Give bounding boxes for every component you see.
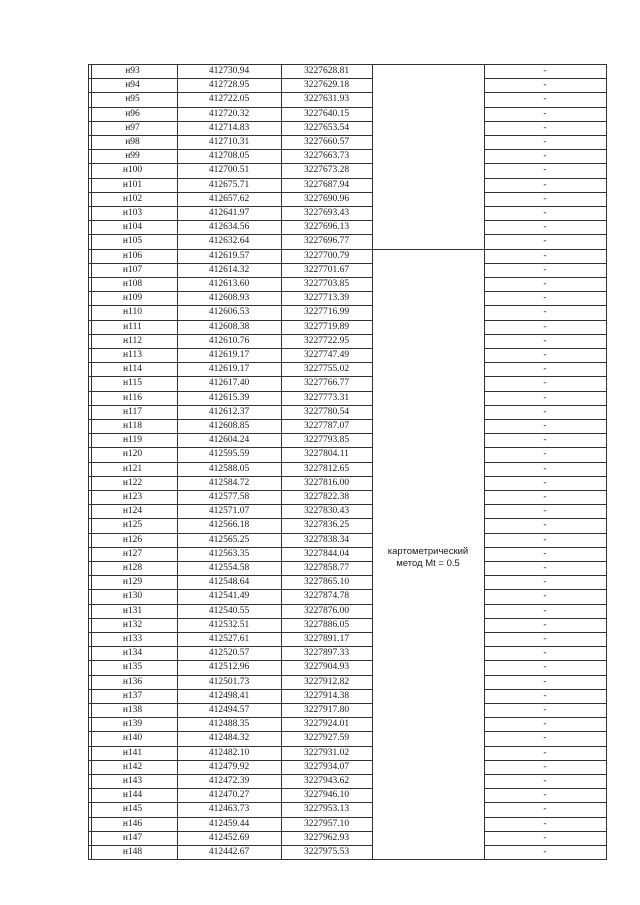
table-cell-d: - [543, 677, 547, 687]
table-cell-d: - [543, 293, 547, 303]
table-cell-x: 412730.94 [208, 66, 250, 76]
table-hline [88, 859, 607, 860]
table-cell-y: 3227917.80 [303, 705, 350, 715]
table-cell-id: н124 [122, 506, 143, 516]
table-cell-y: 3227766.77 [303, 378, 350, 388]
table-cell-id: н138 [122, 705, 143, 715]
table-cell-y: 3227722.95 [303, 336, 350, 346]
table-cell-y: 3227780.54 [303, 407, 350, 417]
table-cell-x: 412488.35 [208, 719, 250, 729]
table-cell-x: 412617.40 [208, 378, 250, 388]
table-cell-id: н118 [123, 421, 142, 431]
table-cell-y: 3227953.13 [303, 804, 350, 814]
table-cell-x: 412619.57 [208, 251, 250, 261]
table-cell-id: н106 [122, 251, 143, 261]
table-cell-d: - [543, 705, 547, 715]
table-cell-d: - [543, 776, 547, 786]
table-cell-id: н145 [122, 804, 143, 814]
table-cell-id: н122 [122, 478, 143, 488]
table-cell-d: - [543, 833, 547, 843]
table-cell-y: 3227653.54 [303, 123, 350, 133]
table-cell-x: 412632.64 [208, 236, 250, 246]
table-cell-x: 412619.17 [208, 350, 250, 360]
table-cell-id: н128 [122, 563, 143, 573]
table-cell-y: 3227962.93 [303, 833, 350, 843]
table-cell-y: 3227696.77 [303, 236, 350, 246]
table-cell-y: 3227701.67 [303, 265, 350, 275]
table-cell-d: - [543, 648, 547, 658]
table-cell-y: 3227640.15 [303, 109, 350, 119]
table-cell-id: н129 [122, 577, 143, 587]
table-cell-y: 3227844.04 [303, 549, 350, 559]
table-cell-d: - [543, 364, 547, 374]
table-cell-id: н119 [123, 435, 142, 445]
table-cell-x: 412501.73 [208, 677, 250, 687]
table-cell-id: н107 [122, 265, 143, 275]
table-cell-x: 412700.51 [208, 165, 250, 175]
table-cell-d: - [543, 279, 547, 289]
method-line-1: картометрический [387, 546, 469, 557]
table-cell-d: - [543, 251, 547, 261]
table-cell-y: 3227719.89 [303, 322, 350, 332]
table-cell-id: н99 [125, 151, 140, 161]
table-cell-id: н142 [122, 762, 143, 772]
table-cell-x: 412527.61 [208, 634, 250, 644]
table-cell-y: 3227687.94 [303, 180, 350, 190]
table-cell-x: 412565.25 [208, 535, 250, 545]
table-cell-id: н97 [125, 123, 140, 133]
table-cell-x: 412532.51 [208, 620, 250, 630]
table-cell-y: 3227927.59 [303, 733, 350, 743]
table-cell-id: н135 [122, 662, 143, 672]
table-cell-x: 412482.10 [208, 748, 250, 758]
table-cell-id: н102 [122, 194, 143, 204]
table-cell-x: 412634.56 [208, 222, 250, 232]
table-cell-x: 412641.97 [208, 208, 250, 218]
table-cell-d: - [543, 847, 547, 857]
table-cell-id: н127 [122, 549, 143, 559]
table-cell-x: 412459.44 [208, 819, 250, 829]
table-cell-x: 412619.17 [208, 364, 250, 374]
table-cell-y: 3227822.38 [303, 492, 350, 502]
table-cell-id: н136 [122, 677, 143, 687]
table-cell-id: н103 [122, 208, 143, 218]
table-cell-id: н134 [122, 648, 143, 658]
table-cell-y: 3227629.18 [303, 80, 350, 90]
table-cell-id: н98 [125, 137, 140, 147]
table-cell-id: н111 [123, 322, 142, 332]
table-cell-x: 412608.38 [208, 322, 250, 332]
table-cell-d: - [543, 109, 547, 119]
table-cell-y: 3227713.39 [303, 293, 350, 303]
table-cell-id: н125 [122, 520, 143, 530]
table-cell-id: н112 [123, 336, 142, 346]
table-cell-y: 3227957.10 [303, 819, 350, 829]
table-cell-id: н133 [122, 634, 143, 644]
table-cell-d: - [543, 307, 547, 317]
table-cell-d: - [543, 506, 547, 516]
table-cell-x: 412512.96 [208, 662, 250, 672]
table-cell-id: н139 [122, 719, 143, 729]
table-cell-y: 3227804.11 [304, 449, 349, 459]
table-cell-id: н113 [123, 350, 142, 360]
table-cell-id: н126 [122, 535, 143, 545]
table-cell-d: - [543, 393, 547, 403]
method-line-2: метод Mt = 0.5 [396, 558, 460, 569]
table-cell-y: 3227891.17 [303, 634, 350, 644]
table-cell-y: 3227716.99 [303, 307, 350, 317]
table-cell-d: - [543, 804, 547, 814]
table-cell-x: 412610.76 [208, 336, 250, 346]
table-cell-y: 3227943.62 [303, 776, 350, 786]
table-cell-y: 3227914.38 [303, 691, 350, 701]
table-cell-x: 412588.05 [208, 464, 250, 474]
table-cell-id: н143 [122, 776, 143, 786]
table-cell-d: - [543, 151, 547, 161]
method-note [372, 546, 484, 570]
table-cell-y: 3227700.79 [303, 251, 350, 261]
table-cell-x: 412708.05 [208, 151, 250, 161]
table-cell-d: - [543, 336, 547, 346]
table-cell-y: 3227628.81 [303, 66, 350, 76]
table-cell-x: 412520.57 [208, 648, 250, 658]
table-cell-x: 412463.73 [208, 804, 250, 814]
table-cell-x: 412714.83 [208, 123, 250, 133]
table-cell-x: 412720.32 [208, 109, 250, 119]
table-cell-y: 3227747.49 [303, 350, 350, 360]
table-cell-y: 3227673.28 [303, 165, 350, 175]
table-cell-d: - [543, 222, 547, 232]
table-cell-x: 412442.67 [208, 847, 250, 857]
table-cell-x: 412470.27 [208, 790, 250, 800]
table-cell-y: 3227660.57 [303, 137, 350, 147]
table-cell-x: 412548.64 [208, 577, 250, 587]
table-cell-d: - [543, 194, 547, 204]
table-cell-y: 3227816.00 [303, 478, 350, 488]
table-cell-d: - [543, 435, 547, 445]
table-cell-x: 412452.69 [208, 833, 250, 843]
table-cell-x: 412675.71 [208, 180, 250, 190]
table-cell-id: н115 [123, 378, 142, 388]
table-cell-d: - [543, 478, 547, 488]
table-cell-x: 412613.60 [208, 279, 250, 289]
table-cell-x: 412615.39 [208, 393, 250, 403]
table-cell-d: - [543, 691, 547, 701]
table-cell-x: 412563.35 [208, 549, 250, 559]
table-cell-d: - [543, 449, 547, 459]
table-cell-y: 3227631.93 [303, 94, 350, 104]
table-cell-x: 412604.24 [208, 435, 250, 445]
table-cell-d: - [543, 265, 547, 275]
table-cell-id: н144 [122, 790, 143, 800]
table-cell-y: 3227793.85 [303, 435, 350, 445]
table-cell-d: - [543, 322, 547, 332]
table-cell-id: н100 [122, 165, 143, 175]
table-cell-x: 412608.93 [208, 293, 250, 303]
table-cell-id: н117 [123, 407, 142, 417]
table-cell-x: 412710.31 [208, 137, 250, 147]
table-cell-y: 3227690.96 [303, 194, 350, 204]
table-cell-d: - [543, 606, 547, 616]
table-cell-y: 3227886.05 [303, 620, 350, 630]
table-cell-id: н141 [122, 748, 143, 758]
table-cell-id: н116 [123, 393, 142, 403]
table-cell-x: 412722.05 [208, 94, 250, 104]
table-cell-d: - [543, 549, 547, 559]
coordinates-table [88, 64, 608, 859]
table-cell-y: 3227830.43 [303, 506, 350, 516]
table-cell-d: - [543, 819, 547, 829]
table-cell-x: 412595.59 [208, 449, 250, 459]
table-cell-id: н148 [122, 847, 143, 857]
table-cell-id: н140 [122, 733, 143, 743]
table-cell-y: 3227931.02 [303, 748, 350, 758]
table-cell-y: 3227934.07 [303, 762, 350, 772]
table-cell-id: н93 [125, 66, 140, 76]
table-cell-y: 3227876.00 [303, 606, 350, 616]
table-cell-id: н104 [122, 222, 143, 232]
table-cell-x: 412498.41 [208, 691, 250, 701]
table-cell-d: - [543, 66, 547, 76]
table-cell-y: 3227836.25 [303, 520, 350, 530]
table-cell-x: 412484.32 [208, 733, 250, 743]
table-cell-y: 3227975.53 [303, 847, 350, 857]
table-cell-y: 3227912.82 [303, 677, 350, 687]
table-cell-id: н110 [123, 307, 142, 317]
table-cell-y: 3227703.85 [303, 279, 350, 289]
table-cell-x: 412566.18 [208, 520, 250, 530]
table-cell-d: - [543, 137, 547, 147]
table-cell-id: н137 [122, 691, 143, 701]
table-cell-y: 3227865.10 [303, 577, 350, 587]
table-cell-id: н96 [125, 109, 140, 119]
table-cell-d: - [543, 790, 547, 800]
table-cell-d: - [543, 563, 547, 573]
table-cell-id: н132 [122, 620, 143, 630]
table-cell-y: 3227924.01 [303, 719, 350, 729]
table-cell-id: н120 [122, 449, 143, 459]
table-cell-d: - [543, 535, 547, 545]
table-cell-d: - [543, 634, 547, 644]
table-cell-y: 3227773.31 [303, 393, 350, 403]
table-cell-id: н95 [125, 94, 140, 104]
table-cell-y: 3227787.07 [303, 421, 350, 431]
table-cell-x: 412728.95 [208, 80, 250, 90]
table-cell-x: 412494.57 [208, 705, 250, 715]
table-cell-y: 3227838.34 [303, 535, 350, 545]
table-cell-d: - [543, 520, 547, 530]
table-cell-d: - [543, 762, 547, 772]
table-cell-d: - [543, 165, 547, 175]
table-cell-id: н147 [122, 833, 143, 843]
table-cell-id: н121 [122, 464, 143, 474]
table-cell-x: 412540.55 [208, 606, 250, 616]
table-cell-d: - [543, 662, 547, 672]
table-cell-y: 3227946.10 [303, 790, 350, 800]
table-cell-d: - [543, 591, 547, 601]
table-cell-d: - [543, 620, 547, 630]
table-cell-x: 412571.07 [208, 506, 250, 516]
table-cell-x: 412554.58 [208, 563, 250, 573]
table-cell-x: 412612.37 [208, 407, 250, 417]
table-cell-d: - [543, 407, 547, 417]
table-cell-id: н146 [122, 819, 143, 829]
table-cell-d: - [543, 492, 547, 502]
table-cell-id: н114 [123, 364, 142, 374]
table-cell-id: н109 [122, 293, 143, 303]
table-cell-x: 412472.39 [208, 776, 250, 786]
table-cell-id: н131 [122, 606, 143, 616]
table-cell-y: 3227755.02 [303, 364, 350, 374]
table-cell-y: 3227897.33 [303, 648, 350, 658]
table-cell-x: 412657.62 [208, 194, 250, 204]
table-cell-d: - [543, 748, 547, 758]
table-cell-y: 3227696.13 [303, 222, 350, 232]
table-cell-y: 3227904.93 [303, 662, 350, 672]
table-cell-x: 412614.32 [208, 265, 250, 275]
table-cell-d: - [543, 577, 547, 587]
table-cell-x: 412577.58 [208, 492, 250, 502]
table-cell-d: - [543, 350, 547, 360]
table-cell-d: - [543, 464, 547, 474]
table-cell-id: н123 [122, 492, 143, 502]
table-cell-y: 3227812.65 [303, 464, 350, 474]
table-cell-y: 3227663.73 [303, 151, 350, 161]
table-cell-id: н101 [122, 180, 143, 190]
table-cell-y: 3227693.43 [303, 208, 350, 218]
table-cell-id: н105 [122, 236, 143, 246]
table-cell-d: - [543, 123, 547, 133]
table-cell-d: - [543, 94, 547, 104]
table-cell-x: 412606.53 [208, 307, 250, 317]
table-cell-x: 412479.92 [208, 762, 250, 772]
table-cell-x: 412584.72 [208, 478, 250, 488]
table-cell-d: - [543, 719, 547, 729]
table-cell-x: 412541.49 [208, 591, 250, 601]
table-cell-d: - [543, 421, 547, 431]
table-cell-y: 3227858.77 [303, 563, 350, 573]
table-cell-d: - [543, 733, 547, 743]
table-cell-d: - [543, 378, 547, 388]
table-cell-id: н130 [122, 591, 143, 601]
table-cell-id: н94 [125, 80, 140, 90]
table-cell-d: - [543, 208, 547, 218]
table-cell-d: - [543, 236, 547, 246]
table-cell-d: - [543, 180, 547, 190]
table-cell-x: 412608.85 [208, 421, 250, 431]
table-cell-d: - [543, 80, 547, 90]
table-cell-id: н108 [122, 279, 143, 289]
table-cell-y: 3227874.78 [303, 591, 350, 601]
